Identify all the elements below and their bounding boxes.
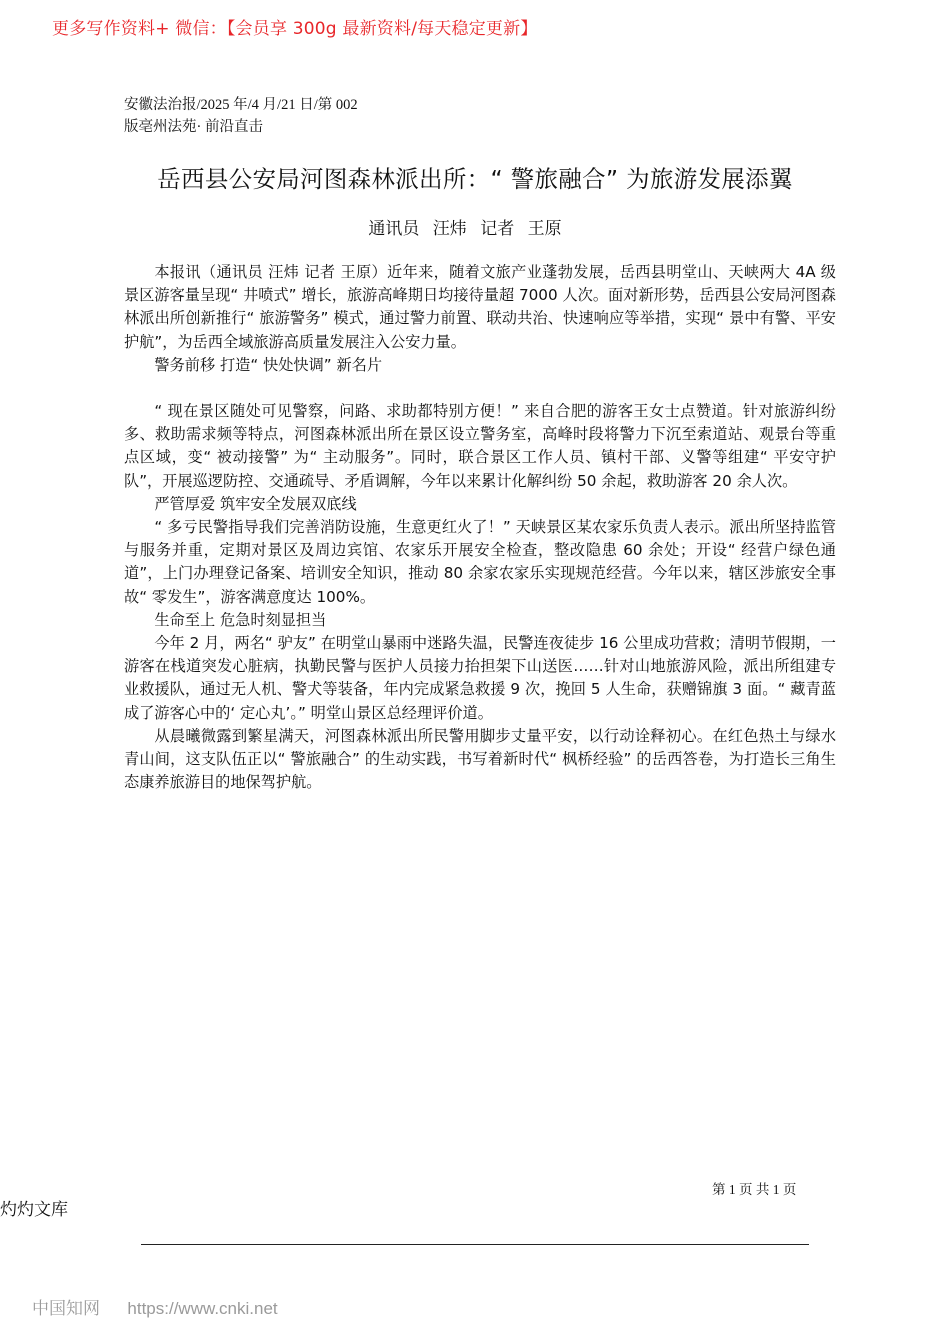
article-title: 岳西县公安局河图森林派出所：“ 警旅融合” 为旅游发展添翼 bbox=[157, 165, 793, 193]
section-heading: 生命至上 危急时刻显担当 bbox=[154, 610, 327, 629]
cnki-url-link[interactable]: https://www.cnki.net bbox=[127, 1299, 278, 1318]
section-heading: 严管厚爱 筑牢安全发展双底线 bbox=[154, 494, 357, 513]
blank-line bbox=[124, 377, 836, 400]
footer-divider bbox=[141, 1244, 809, 1245]
source-info bbox=[124, 94, 358, 138]
paragraph-lead: 本报讯（通讯员 汪炜 记者 王原）近年来，随着文旅产业蓬勃发展，岳西县明堂山、天峡两大 4A 级景区游客量呈现“ 井喷式” 增长，旅游高峰期日均接待量超 7000 人次。面对新形势，岳西县公安局河图森林派出所创新推行“ 旅游警务” 模式，通过警力前置、联动共治、快速响应等举措，实现“ 景中有警、平安护航”，为岳西全域旅游高质量发展注入公安力量。 bbox=[124, 263, 836, 351]
source-line-1: 安徽法治报/2025 年/4 月/21 日/第 002 bbox=[124, 97, 358, 113]
source-line-2: 版亳州法苑· 前沿直击 bbox=[124, 119, 263, 135]
paragraph: “ 多亏民警指导我们完善消防设施，生意更红火了！” 天峡景区某农家乐负责人表示。派出所坚持监管与服务并重，定期对景区及周边宾馆、农家乐开展安全检查，整改隐患 60 余处；开设“ 经营户绿色通道”，上门办理登记备案、培训安全知识，推动 80 余家农家乐实现规范经营。今年以来，辖区涉旅安全事故“ 零发生”，游客满意度达 100%。 bbox=[124, 518, 836, 606]
section-heading: 警务前移 打造“ 快处快调” 新名片 bbox=[154, 355, 383, 374]
article-body bbox=[124, 261, 836, 794]
byline bbox=[0, 214, 930, 239]
library-watermark: 灼灼文库 bbox=[0, 1200, 68, 1220]
cnki-footer bbox=[32, 1294, 278, 1319]
byline-role-correspondent: 通讯员 bbox=[368, 219, 420, 239]
paragraph: “ 现在景区随处可见警察，问路、求助都特别方便！” 来自合肥的游客王女士点赞道。针对旅游纠纷多、救助需求频等特点，河图森林派出所在景区设立警务室，高峰时段将警力下沉至索道站、观景台等重点区域，变“ 被动接警” 为“ 主动服务”。同时，联合景区工作人员、镇村干部、义警等组建“ 平安守护队”，开展巡逻防控、交通疏导、矛盾调解，今年以来累计化解纠纷 50 余起，救助游客 20 余人次。 bbox=[124, 402, 836, 490]
promo-banner: 更多写作资料+ 微信：【会员享 300g 最新资料/每天稳定更新】 bbox=[52, 19, 538, 39]
cnki-name: 中国知网 bbox=[32, 1299, 100, 1319]
byline-name-reporter: 王原 bbox=[527, 219, 562, 239]
byline-name-correspondent: 汪炜 bbox=[432, 219, 467, 239]
byline-role-reporter: 记者 bbox=[480, 219, 515, 239]
paragraph: 今年 2 月，两名“ 驴友” 在明堂山暴雨中迷路失温，民警连夜徒步 16 公里成功营救；清明节假期，一游客在栈道突发心脏病，执勤民警与医护人员接力抬担架下山送医……针对山地旅游风险，派出所组建专业救援队，通过无人机、警犬等装备，年内完成紧急救援 9 次，挽回 5 人生命，获赠锦旗 3 面。“ 藏青蓝成了游客心中的‘ 定心丸’。” 明堂山景区总经理评价道。 bbox=[124, 634, 836, 722]
paragraph-closing: 从晨曦微露到繁星满天，河图森林派出所民警用脚步丈量平安，以行动诠释初心。在红色热土与绿水青山间，这支队伍正以“ 警旅融合” 的生动实践，书写着新时代“ 枫桥经验” 的岳西答卷，为打造长三角生态康养旅游目的地保驾护航。 bbox=[124, 726, 836, 792]
page-number: 第 1 页 共 1 页 bbox=[712, 1182, 797, 1197]
